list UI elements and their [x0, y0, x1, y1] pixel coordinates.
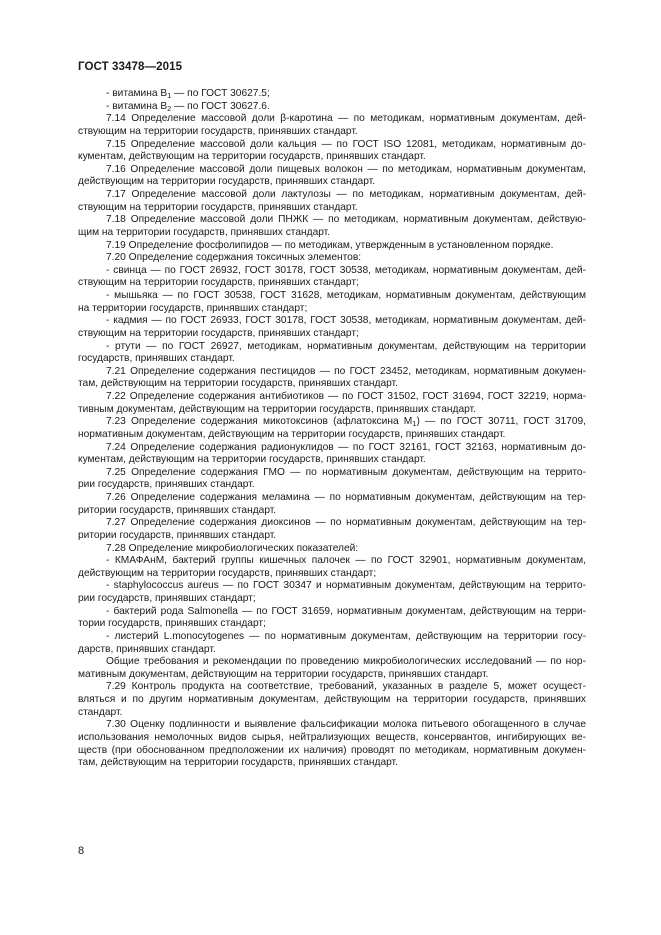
toxic-cadmium-cont: ствующим на территории государств, принявших стандарт;: [78, 327, 359, 339]
clause-7-30: 7.30 Оценку подлинности и выявление фальсификации молока питьевого обогащенного в случае: [106, 719, 586, 731]
clause-7-16: 7.16 Определение массовой доли пищевых волокон — по методикам, нормативным документам,: [106, 163, 586, 175]
toxic-lead-cont: ствующим на территории государств, принявших стандарт;: [78, 277, 359, 289]
clause-7-22: 7.22 Определение содержания антибиотиков — по ГОСТ 31502, ГОСТ 31694, ГОСТ 32219, норма-: [106, 391, 586, 402]
toxic-mercury: - ртути — по ГОСТ 26927, методикам, нормативным документам, действующим на территории: [106, 340, 586, 352]
vitamin-b2-line: - витамина $В_2$ — по ГОСТ 30627.6.: [106, 100, 270, 113]
clause-7-29-cont: вляться и по другим нормативным документам, действующим на территории государств, принявших: [78, 694, 586, 705]
clause-7-30-cont2: ществ (при обоснованном предположении их наличия) проводят по методикам, нормативным докумен-: [78, 744, 586, 756]
clause-7-24-cont: кументам, действующим на территории государств, принявших стандарт.: [78, 454, 426, 466]
vitamin-b1-line: - витамина $В_1$ — по ГОСТ 30627.5;: [106, 88, 270, 100]
page-number: 8: [78, 845, 85, 857]
toxic-lead: - свинца — по ГОСТ 26932, ГОСТ 30178, ГОСТ 30538, методикам, нормативным документам, дей-: [106, 264, 586, 276]
micro-salmonella: - бактерий рода Salmonella — по ГОСТ 31659, нормативным документам, действующим на терри-: [106, 605, 586, 617]
clause-7-15-cont: кументам, действующим на территории государств, принявших стандарт.: [78, 151, 426, 163]
micro-general-requirements-cont: мативным документам, действующим на территории государств, принявших стандарт.: [78, 668, 489, 680]
clause-7-25: 7.25 Определение содержания ГМО — по нормативным документам, действующим на террито-: [106, 466, 586, 478]
clause-7-27: 7.27 Определение содержания диоксинов — по нормативным документам, действующим на тер-: [106, 517, 586, 529]
clause-7-20: 7.20 Определение содержания токсичных элементов:: [106, 252, 362, 264]
micro-salmonella-cont: тории государств, принявших стандарт;: [78, 618, 266, 630]
clause-7-17: 7.17 Определение массовой доли лактулозы — по методикам, нормативным документам, дей-: [106, 189, 586, 200]
clause-7-14-cont: ствующим на территории государств, принявших стандарт.: [78, 125, 358, 137]
clause-7-25-cont: рии государств, принявших стандарт.: [78, 479, 255, 491]
clause-7-23-cont: нормативным документам, действующим на территории государств, принявших стандарт.: [78, 428, 506, 440]
clause-7-14: 7.14 Определение массовой доли β-каротина — по методикам, нормативным документам, дей-: [106, 113, 586, 125]
toxic-arsenic: - мышьяка — по ГОСТ 30538, ГОСТ 31628, методикам, нормативным документам, действующим: [106, 290, 586, 301]
document-code-header: ГОСТ 33478—2015: [78, 61, 183, 73]
clause-7-18-cont: щим на территории государств, принявших стандарт.: [78, 226, 331, 238]
clause-7-30-end: там, действующим на территории государств, принявших стандарт.: [78, 757, 398, 769]
clause-7-19: 7.19 Определение фосфолипидов — по методикам, утвержденным в установленном порядке.: [106, 239, 554, 251]
document-body: [78, 88, 586, 770]
clause-7-24: 7.24 Определение содержания радионуклидов — по ГОСТ 32161, ГОСТ 32163, нормативным до-: [106, 441, 586, 453]
micro-staphylococcus: - staphylococcus aureus — по ГОСТ 30347 и нормативным документам, действующим на террито-: [106, 580, 586, 592]
micro-listeria: - листерий L.monocytogenes — по нормативным документам, действующим на территории госу-: [106, 630, 586, 642]
clause-7-29: 7.29 Контроль продукта на соответствие, требований, указанных в разделе 5, может осущест-: [106, 681, 586, 693]
clause-7-27-cont: ритории государств, принявших стандарт.: [78, 529, 277, 541]
clause-7-26: 7.26 Определение содержания меламина — по нормативным документам, действующим на тер-: [106, 492, 586, 503]
micro-listeria-cont: дарств, принявших стандарт.: [78, 643, 216, 655]
clause-7-17-cont: ствующим на территории государств, принявших стандарт.: [78, 201, 358, 213]
micro-kmafanm-cont: действующим на территории государств, принявших стандарт;: [78, 567, 377, 579]
toxic-cadmium: - кадмия — по ГОСТ 26933, ГОСТ 30178, ГОСТ 30538, методикам, нормативным документам, дей-: [106, 315, 586, 327]
clause-7-28: 7.28 Определение микробиологических показателей:: [106, 542, 359, 554]
clause-7-15: 7.15 Определение массовой доли кальция — по ГОСТ ISO 12081, методикам, нормативным до-: [106, 138, 586, 150]
clause-7-21: 7.21 Определение содержания пестицидов — по ГОСТ 23452, методикам, нормативным докумен-: [106, 365, 586, 377]
clause-7-26-cont: ритории государств, принявших стандарт.: [78, 504, 277, 516]
micro-staphylococcus-cont: рии государств, принявших стандарт;: [78, 593, 256, 604]
toxic-mercury-cont: государств, принявших стандарт.: [78, 353, 235, 365]
toxic-arsenic-cont: на территории государств, принявших стандарт;: [78, 302, 308, 314]
micro-general-requirements: Общие требования и рекомендации по проведению микробиологических исследований — по нор-: [106, 656, 586, 668]
clause-7-21-cont: там, действующим на территории государств, принявших стандарт.: [78, 378, 398, 390]
clause-7-18: 7.18 Определение массовой доли ПНЖК — по методикам, нормативным документам, действую-: [106, 214, 586, 226]
clause-7-30-cont: использования немолочных видов сырья, нейтрализующих веществ, консервантов, ингибирующих ве-: [78, 731, 586, 743]
clause-7-16-cont: действующим на территории государств, принявших стандарт.: [78, 176, 376, 188]
clause-7-23: 7.23 Определение содержания микотоксинов (афлатоксина $М_1$) — по ГОСТ 30711, ГОСТ 31709,: [106, 416, 586, 429]
micro-kmafanm: - КМАФАнМ, бактерий группы кишечных палочек — по ГОСТ 32901, нормативным документам,: [106, 555, 586, 567]
clause-7-22-cont: тивным документам, действующим на территории государств, принявших стандарт.: [78, 403, 476, 415]
clause-7-29-end: стандарт.: [78, 706, 123, 718]
